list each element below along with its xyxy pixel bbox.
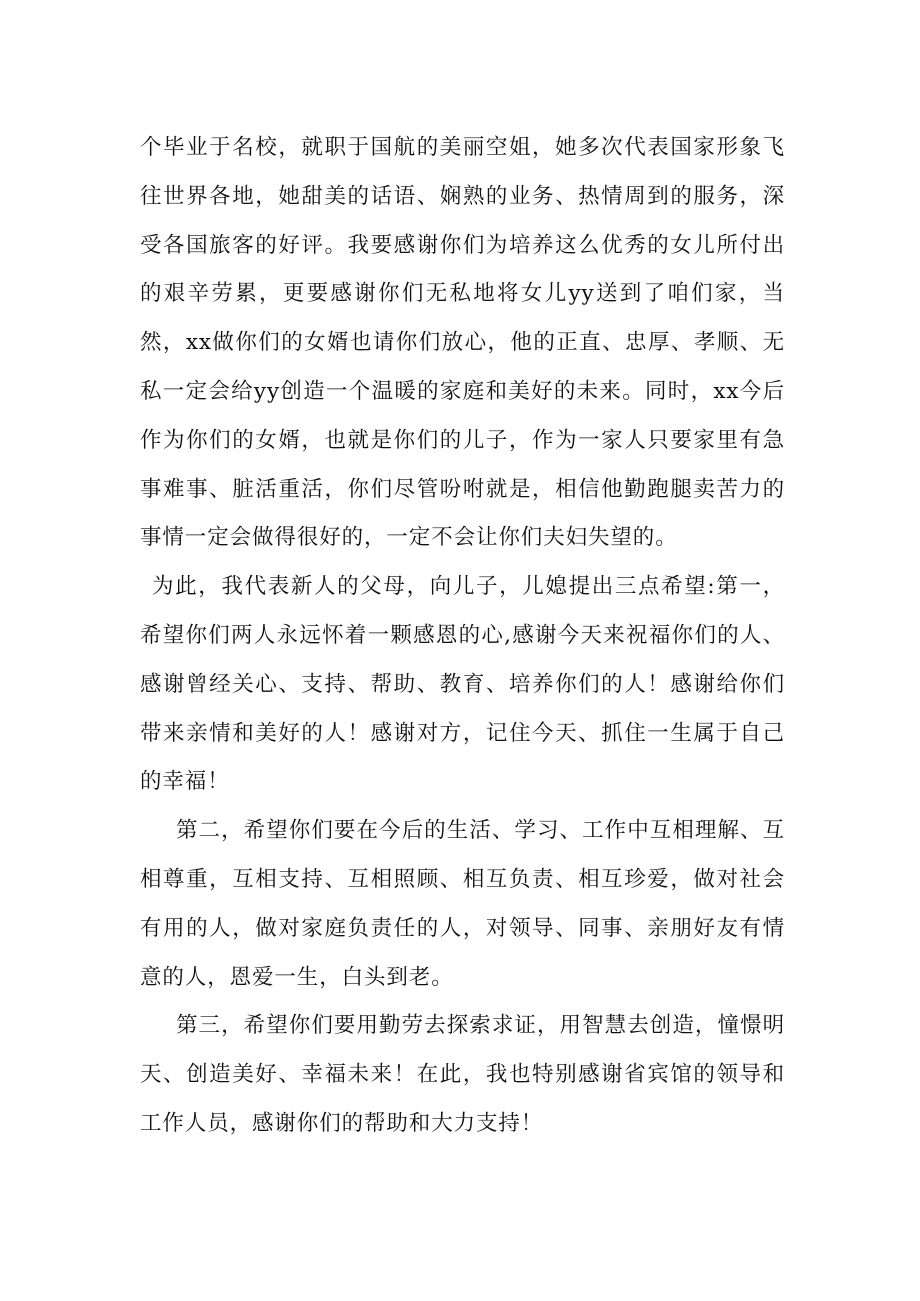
paragraph-continuation: 个毕业于名校，就职于国航的美丽空姐，她多次代表国家形象飞往世界各地，她甜美的话语、娴熟的业务、热情周到的服务，深受各国旅客的好评。我要感谢你们为培养这么优秀的女儿所付出的艰辛劳累，更要感谢你们无私地将女儿yy送到了咱们家，当然，xx做你们的女婿也请你们放心，他的正直、忠厚、孝顺、无私一定会给yy创造一个温暖的家庭和美好的未来。同时，xx今后作为你们的女婿，也就是你们的儿子，作为一家人只要家里有急事难事、脏活重活，你们尽管吩咐就是，相信他勤跑腿卖苦力的事情一定会做得很好的，一定不会让你们夫妇失望的。 [140,135,785,551]
paragraph-three-hopes-intro: 为此，我代表新人的父母，向儿子，儿媳提出三点希望:第一，希望你们两人永远怀着一颗感恩的心,感谢今天来祝福你们的人、感谢曾经关心、支持、帮助、教育、培养你们的人！感谢给你们带来亲情和美好的人！感谢对方，记住今天、抓住一生属于自己的幸福！ [140,574,785,795]
document-body [140,124,785,1149]
paragraph-third-hope: 第三，希望你们要用勤劳去探索求证，用智慧去创造，憧憬明天、创造美好、幸福未来！在此，我也特别感谢省宾馆的领导和工作人员，感谢你们的帮助和大力支持！ [140,1013,785,1136]
paragraph-second-hope: 第二，希望你们要在今后的生活、学习、工作中互相理解、互相尊重，互相支持、互相照顾、相互负责、相互珍爱，做对社会有用的人，做对家庭负责任的人，对领导、同事、亲朋好友有情意的人，恩爱一生，白头到老。 [140,818,785,990]
